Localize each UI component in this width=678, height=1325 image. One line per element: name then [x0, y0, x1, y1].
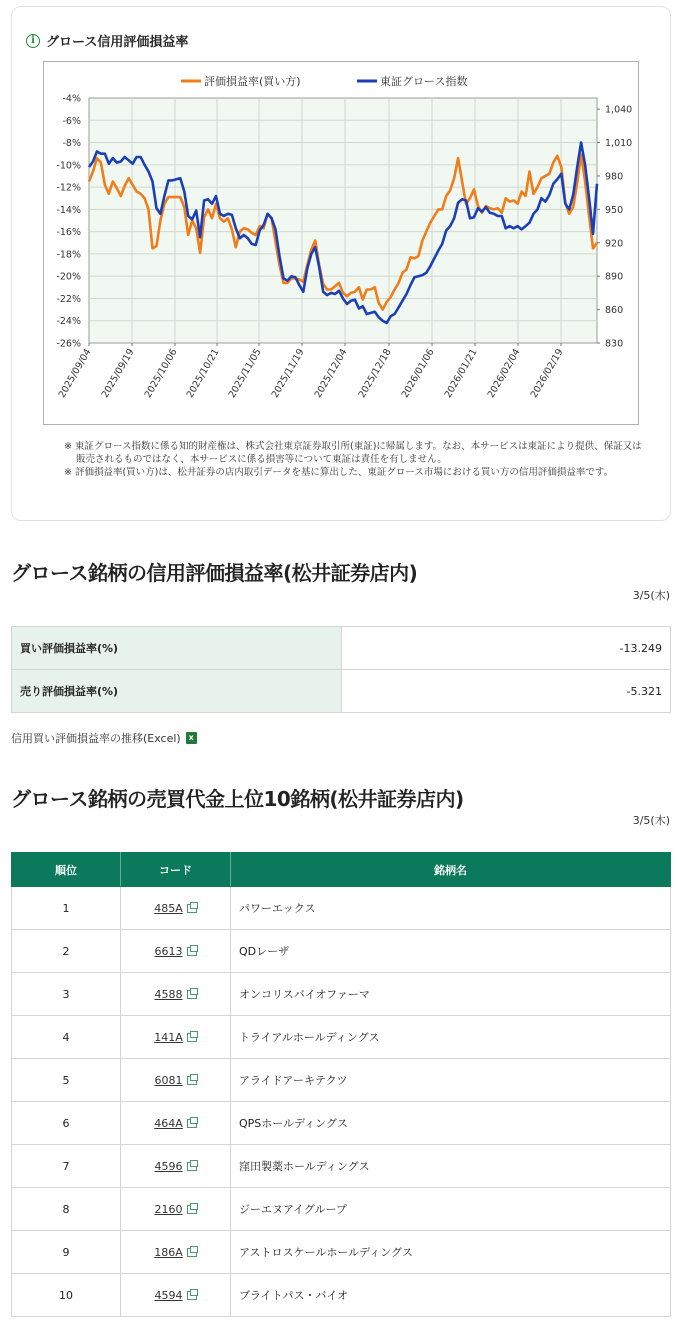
left-axis-tick-label: -20%: [56, 271, 81, 283]
credit-section-title: グロース銘柄の信用評価損益率(松井証券店内): [11, 561, 418, 585]
left-axis-tick-label: -4%: [62, 93, 81, 105]
rank-cell: 7: [12, 1145, 121, 1188]
rank-cell: 10: [12, 1274, 121, 1317]
code-cell: [121, 887, 231, 930]
table-row: [12, 1231, 671, 1274]
x-axis-tick-label: 2025/10/06: [142, 347, 180, 400]
external-window-icon[interactable]: [187, 947, 197, 956]
left-axis-tick-label: -10%: [56, 160, 81, 172]
code-cell: [121, 973, 231, 1016]
code-link[interactable]: 2160: [154, 1202, 183, 1216]
code-cell: [121, 1102, 231, 1145]
buy-rate-value: -13.249: [342, 627, 671, 670]
x-axis-tick-label: 2025/09/04: [56, 347, 94, 400]
left-axis-tick-label: -22%: [56, 293, 81, 305]
right-axis-tick-label: 860: [605, 305, 624, 317]
right-axis-tick-label: 920: [605, 238, 624, 250]
left-axis-tick-label: -18%: [56, 249, 81, 261]
rank-cell: 2: [12, 930, 121, 973]
code-link[interactable]: 6613: [154, 944, 183, 958]
code-cell: [121, 930, 231, 973]
code-link[interactable]: 4594: [154, 1288, 183, 1302]
x-axis-tick-label: 2025/10/21: [184, 347, 222, 400]
ranking-date: 3/5(木): [632, 814, 670, 827]
rank-cell: 9: [12, 1231, 121, 1274]
x-axis-tick-label: 2026/01/21: [442, 347, 480, 400]
left-axis-tick-label: -14%: [56, 204, 81, 216]
code-cell: [121, 1145, 231, 1188]
plot-area: [89, 98, 597, 343]
excel-download-link[interactable]: [11, 730, 197, 746]
note-2: ※ 評価損益率(買い方)は、松井証券の店内取引データを基に算出した、東証グロース市場における買い方の信用評価損益率です。: [64, 467, 614, 478]
credit-rate-table: [11, 626, 671, 713]
left-axis-tick-label: -26%: [56, 338, 81, 350]
table-row: [12, 930, 671, 973]
left-axis-tick-label: -12%: [56, 182, 81, 194]
table-row: [12, 1016, 671, 1059]
rank-cell: 8: [12, 1188, 121, 1231]
rank-cell: 5: [12, 1059, 121, 1102]
chart-area: [43, 61, 639, 425]
code-link[interactable]: 141A: [154, 1030, 183, 1044]
external-window-icon[interactable]: [187, 1076, 197, 1085]
x-axis-tick-label: 2026/02/19: [528, 347, 566, 400]
external-window-icon[interactable]: [187, 1033, 197, 1042]
info-icon: i: [26, 34, 40, 48]
external-window-icon[interactable]: [187, 1248, 197, 1257]
code-link[interactable]: 186A: [154, 1245, 183, 1259]
external-window-icon[interactable]: [187, 904, 197, 913]
external-window-icon[interactable]: [187, 1119, 197, 1128]
x-axis-tick-label: 2025/11/19: [269, 347, 307, 400]
right-axis-tick-label: 890: [605, 271, 624, 283]
stock-name-cell: ブライトパス・バイオ: [231, 1274, 671, 1317]
left-axis-tick-label: -16%: [56, 227, 81, 239]
x-axis-tick-label: 2026/01/06: [399, 347, 437, 400]
ranking-table: [11, 852, 671, 1317]
legend-label: 評価損益率(買い方): [204, 75, 301, 88]
table-row: [12, 1145, 671, 1188]
chart-notes: [64, 440, 644, 479]
code-link[interactable]: 4596: [154, 1159, 183, 1173]
code-link[interactable]: 6081: [154, 1073, 183, 1087]
external-window-icon[interactable]: [187, 990, 197, 999]
x-axis-tick-label: 2026/02/04: [485, 347, 523, 400]
table-row: [12, 670, 671, 713]
code-cell: [121, 1231, 231, 1274]
right-axis-tick-label: 830: [605, 338, 624, 350]
stock-name-cell: パワーエックス: [231, 887, 671, 930]
sell-rate-label: 売り評価損益率(%): [12, 670, 342, 713]
excel-link-label[interactable]: 信用買い評価損益率の推移(Excel): [11, 732, 181, 745]
code-cell: [121, 1059, 231, 1102]
table-row: [12, 1274, 671, 1317]
legend-label: 東証グロース指数: [380, 75, 468, 88]
left-axis-tick-label: -24%: [56, 316, 81, 328]
code-link[interactable]: 464A: [154, 1116, 183, 1130]
x-axis-tick-label: 2025/12/18: [356, 347, 394, 400]
table-row: [12, 1188, 671, 1231]
stock-name-cell: アストロスケールホールディングス: [231, 1231, 671, 1274]
x-axis-tick-label: 2025/11/05: [226, 347, 264, 400]
stock-name-cell: QPSホールディングス: [231, 1102, 671, 1145]
credit-date: 3/5(木): [632, 589, 670, 602]
excel-icon[interactable]: x: [186, 732, 197, 744]
code-link[interactable]: 485A: [154, 901, 183, 915]
left-axis-tick-label: -8%: [62, 138, 81, 150]
x-axis-tick-label: 2025/12/04: [312, 347, 350, 400]
external-window-icon[interactable]: [187, 1291, 197, 1300]
rank-cell: 6: [12, 1102, 121, 1145]
code-cell: [121, 1274, 231, 1317]
rank-cell: 1: [12, 887, 121, 930]
stock-name-cell: オンコリスバイオファーマ: [231, 973, 671, 1016]
rank-cell: 4: [12, 1016, 121, 1059]
sell-rate-value: -5.321: [342, 670, 671, 713]
ranking-section-title: グロース銘柄の売買代金上位10銘柄(松井証券店内): [11, 787, 464, 811]
stock-name-cell: アライドアーキテクツ: [231, 1059, 671, 1102]
table-row: [12, 627, 671, 670]
chart-card-title: [26, 31, 188, 50]
right-axis-tick-label: 1,040: [605, 104, 633, 116]
table-row: [12, 1059, 671, 1102]
x-axis-tick-label: 2025/09/19: [99, 347, 137, 400]
table-row: [12, 973, 671, 1016]
code-link[interactable]: 4588: [154, 987, 183, 1001]
chart-svg: [44, 62, 640, 426]
chart-card-title-text: グロース信用評価損益率: [46, 35, 189, 50]
table-row: [12, 1102, 671, 1145]
stock-name-cell: QDレーザ: [231, 930, 671, 973]
ranking-header-row: [12, 853, 671, 887]
buy-rate-label: 買い評価損益率(%): [12, 627, 342, 670]
chart-card: [11, 6, 671, 521]
code-cell: [121, 1016, 231, 1059]
table-row: [12, 887, 671, 930]
stock-name-cell: トライアルホールディングス: [231, 1016, 671, 1059]
rank-cell: 3: [12, 973, 121, 1016]
external-window-icon[interactable]: [187, 1205, 197, 1214]
code-cell: [121, 1188, 231, 1231]
left-axis-tick-label: -6%: [62, 115, 81, 127]
right-axis-tick-label: 1,010: [605, 138, 633, 150]
stock-name-cell: ジーエヌアイグループ: [231, 1188, 671, 1231]
note-1: ※ 東証グロース指数に係る知的財産権は、株式会社東京証券取引所(東証)に帰属します。なお、本サービスは東証により提供、保証又は販売されるものではなく、本サービスに係る損害等について東証は責任を有しません。: [64, 441, 642, 465]
stock-name-cell: 窪田製薬ホールディングス: [231, 1145, 671, 1188]
header-name: 銘柄名: [231, 853, 671, 887]
header-code: コード: [121, 853, 231, 887]
right-axis-tick-label: 980: [605, 171, 624, 183]
header-rank: 順位: [12, 853, 121, 887]
right-axis-tick-label: 950: [605, 204, 624, 216]
external-window-icon[interactable]: [187, 1162, 197, 1171]
